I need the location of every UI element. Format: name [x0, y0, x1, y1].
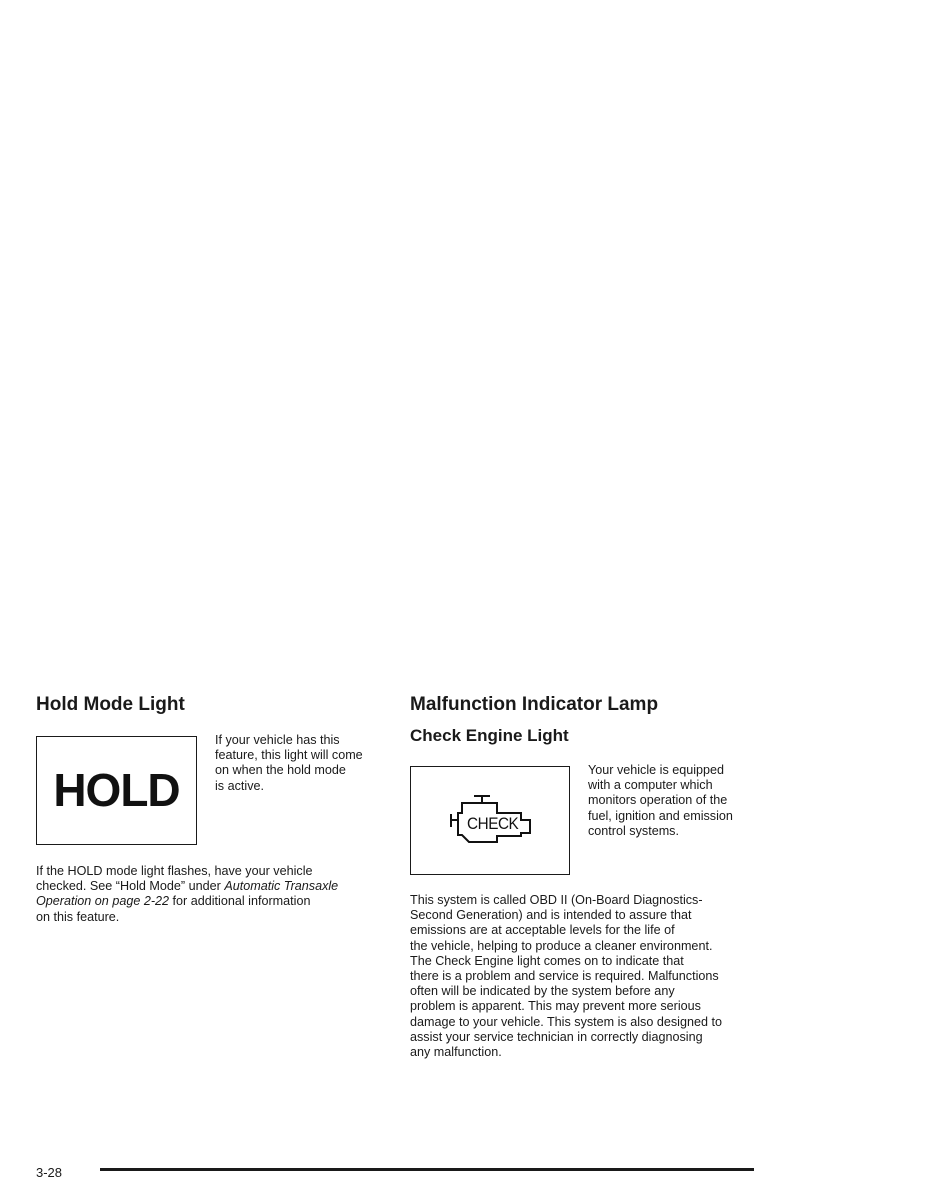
hold-para-text-2: for additional information on this feature. [36, 894, 311, 924]
check-engine-subheading: Check Engine Light [410, 726, 569, 745]
malfunction-section [410, 694, 760, 1060]
footer-rule [100, 1168, 754, 1171]
check-engine-description: Your vehicle is equipped with a computer which monitors operation of the fuel, ignition and emission control systems. [588, 763, 733, 838]
hold-mode-section [36, 694, 381, 924]
hold-mode-icon [36, 736, 197, 845]
check-icon-label: CHECK [467, 814, 519, 833]
hold-mode-description: If your vehicle has this feature, this light will come on when the hold mode is active. [215, 733, 363, 793]
hold-icon-label: HOLD [53, 764, 180, 816]
check-engine-paragraph: This system is called OBD II (On-Board Diagnostics- Second Generation) and is intended to assure that emissions are at acceptable levels for the life of the vehicle, helping to produce a cleaner environment. The Check Engine light comes on to indicate that there is a problem and service is required. Malfunctions often will be indicated by the system before any problem is apparent. This may prevent more serious damage to your vehicle. This system is also designed to assist your service technician in correctly diagnosing any malfunction. [410, 893, 722, 1060]
hold-mode-paragraph [36, 864, 381, 925]
hold-mode-heading: Hold Mode Light [36, 694, 185, 715]
hold-para-text-1: If the HOLD mode light flashes, have your vehicle checked. See “Hold Mode” under [36, 864, 313, 894]
check-engine-icon [410, 766, 570, 875]
page-number: 3-28 [36, 1165, 63, 1180]
malfunction-heading: Malfunction Indicator Lamp [410, 694, 659, 715]
hold-para-reference-link[interactable]: Automatic Transaxle Operation on page 2-22 [36, 879, 339, 909]
